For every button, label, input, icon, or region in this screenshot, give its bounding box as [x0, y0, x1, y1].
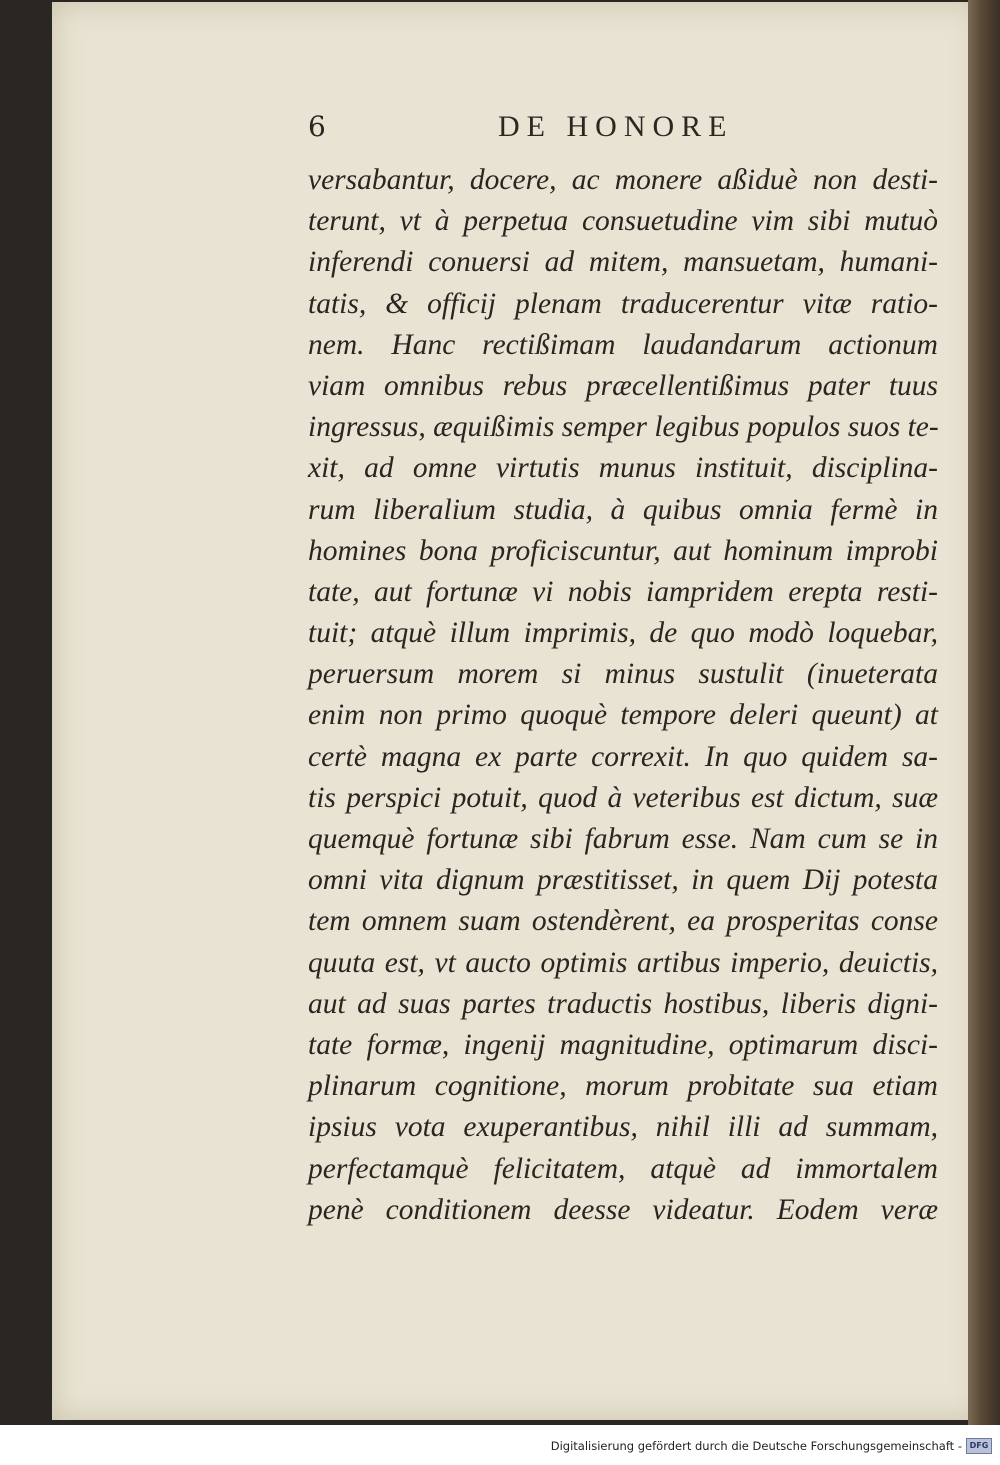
text-line: enim non primo quoquè tempore deleri queunt) at [308, 699, 938, 732]
text-line: aut ad suas partes traductis hostibus, liberis digni- [308, 987, 938, 1020]
footer-credit: Digitalisierung gefördert durch die Deutsche Forschungsgemeinschaft - [550, 1439, 962, 1453]
text-line: quemquè fortunæ sibi fabrum esse. Nam cum se in [308, 823, 938, 855]
text-line: tate formæ, ingenij magnitudine, optimarum disci- [308, 1028, 938, 1061]
text-line: versabantur, docere, ac monere aßiduè non desti- [308, 164, 938, 196]
text-line: omni vita dignum præstitisset, in quem Dij potesta [308, 864, 938, 897]
text-line: viam omnibus rebus præcellentißimus pater tuus [308, 369, 938, 402]
text-line: tem omnem suam ostendèrent, ea prosperitas conse [308, 905, 938, 938]
page-number: 6 [308, 110, 326, 143]
dfg-logo-icon: DFG [966, 1438, 992, 1454]
book-spine [968, 0, 1000, 1425]
body-text [308, 160, 938, 1231]
running-head [308, 110, 758, 150]
text-line: penè conditionem deesse videatur. Eodem veræ [308, 1193, 938, 1226]
text-line: ipsius vota exuperantibus, nihil illi ad summam, [308, 1111, 938, 1144]
text-line: tuit; atquè illum imprimis, de quo modò loquebar, [308, 617, 938, 650]
text-line: peruersum morem si minus sustulit (inueterata [308, 658, 938, 691]
running-head-title: DE HONORE [498, 110, 734, 143]
text-line: tatis, & officij plenam traducerentur vitæ ratio- [308, 287, 938, 320]
text-line: perfectamquè felicitatem, atquè ad immortalem [308, 1152, 938, 1185]
text-line: xit, ad omne virtutis munus instituit, disciplina- [308, 452, 938, 485]
text-line: certè magna ex parte correxit. In quo quidem sa- [308, 740, 938, 773]
text-line: tis perspici potuit, quod à veteribus est dictum, suæ [308, 781, 938, 814]
text-line: plinarum cognitione, morum probitate sua etiam [308, 1070, 938, 1103]
text-line: rum liberalium studia, à quibus omnia fermè in [308, 493, 938, 526]
text-line: homines bona proficiscuntur, aut hominum improbi [308, 534, 938, 567]
footer-bar [0, 1425, 1000, 1465]
text-line: inferendi conuersi ad mitem, mansuetam, humani- [308, 246, 938, 279]
text-line: terunt, vt à perpetua consuetudine vim sibi mutuò [308, 205, 938, 238]
text-line: tate, aut fortunæ vi nobis iampridem erepta resti- [308, 575, 938, 608]
text-line: nem. Hanc rectißimam laudandarum actionum [308, 328, 938, 361]
text-line: ingressus, æquißimis semper legibus populos suos te- [308, 411, 939, 444]
text-line: quuta est, vt aucto optimis artibus imperio, deuictis, [308, 946, 938, 979]
